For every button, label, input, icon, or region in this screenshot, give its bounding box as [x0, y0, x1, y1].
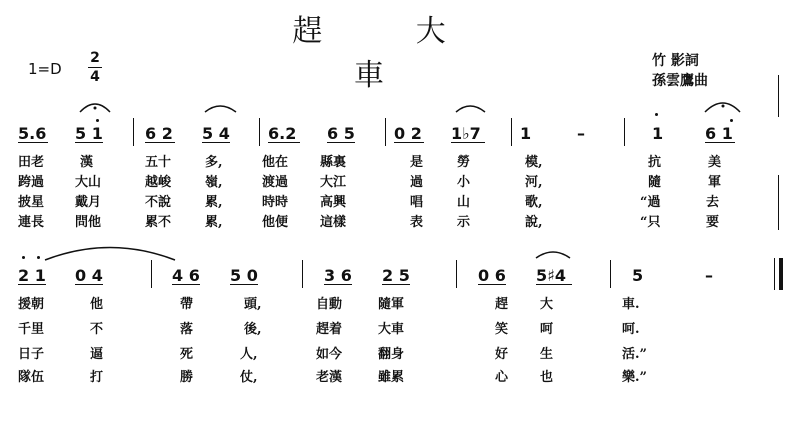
note-group: –	[705, 266, 713, 285]
lyric: 大江	[320, 175, 347, 190]
slur	[536, 252, 570, 258]
lyric: 人,	[240, 347, 258, 362]
song-title: 趕 大 車	[292, 14, 488, 93]
lyric: 披星	[18, 195, 45, 210]
lyric: 問他	[75, 215, 102, 230]
lyric: 呵	[540, 322, 554, 337]
lyric: 他	[90, 297, 104, 312]
lyric: 大車	[378, 322, 405, 337]
slur	[45, 248, 175, 261]
lyric: 樂.”	[622, 370, 648, 385]
note-group: 0 4	[75, 266, 103, 285]
lyric: 落	[180, 322, 194, 337]
lyric: 歌,	[525, 195, 543, 210]
lyric: 模,	[525, 155, 543, 170]
lyric: 趕着	[316, 322, 343, 337]
lyric: 隨	[648, 175, 662, 190]
lyric: 援朝	[18, 297, 45, 312]
lyric: 嶺,	[205, 175, 223, 190]
lyric: 累,	[205, 215, 223, 230]
note-group: 4 6	[172, 266, 200, 285]
note-group: 6.2	[268, 124, 297, 143]
note-group: 5 1	[75, 124, 103, 143]
note-group: 0 6	[478, 266, 506, 285]
note-group: 1	[520, 124, 532, 143]
lyric: 抗	[648, 155, 662, 170]
lyric: 表	[410, 215, 424, 230]
lyric: 跨過	[18, 175, 45, 190]
lyric: “過	[640, 195, 661, 210]
lyric: 呵.	[622, 322, 640, 337]
lyric: 過	[410, 175, 424, 190]
lyric: 時時	[262, 195, 289, 210]
fermata-dot	[94, 107, 97, 110]
lyric: 要	[706, 215, 720, 230]
lyric: 逼	[90, 347, 104, 362]
lyric: 田老	[18, 155, 45, 170]
lyric: 心	[495, 370, 509, 385]
lyric: 翻身	[378, 347, 405, 362]
note-group: 3 6	[324, 266, 352, 285]
lyric: 隊伍	[18, 370, 45, 385]
lyric: 累,	[205, 195, 223, 210]
lyric: 頭,	[244, 297, 262, 312]
lyric: 仗,	[240, 370, 258, 385]
lyric: 戴月	[75, 195, 102, 210]
note-group: 1	[652, 124, 664, 143]
lyric: 他便	[262, 215, 289, 230]
lyric: 老漢	[316, 370, 343, 385]
lyric: 五十	[145, 155, 172, 170]
note-group: 5.6	[18, 124, 47, 143]
lyric: 日子	[18, 347, 45, 362]
lyric: 這樣	[320, 215, 347, 230]
lyric: 笑	[495, 322, 509, 337]
lyric: 生	[540, 347, 554, 362]
lyric: 是	[410, 155, 424, 170]
slur	[456, 106, 485, 112]
note-group: 0 2	[394, 124, 422, 143]
lyric: 帶	[180, 297, 194, 312]
lyric: 不說	[145, 195, 172, 210]
lyric: 累不	[145, 215, 172, 230]
note-group: 5 4	[202, 124, 230, 143]
lyricist-credit: 竹 影詞	[652, 53, 699, 69]
lyric: 如今	[316, 347, 343, 362]
time-signature-top: 2	[90, 50, 100, 66]
note-group: 5	[632, 266, 644, 285]
lyric: 雖累	[378, 370, 405, 385]
lyric: 勝	[180, 370, 194, 385]
slur	[205, 106, 236, 112]
lyric: 連長	[18, 215, 45, 230]
note-group: 6 2	[145, 124, 173, 143]
lyric: 美	[708, 155, 722, 170]
note-group: 6 5	[327, 124, 355, 143]
lyric: 隨軍	[378, 297, 405, 312]
lyric: 他在	[262, 155, 289, 170]
lyric: “只	[640, 215, 661, 230]
lyric: 千里	[18, 322, 45, 337]
lyric: 山	[457, 195, 471, 210]
note-group: 5♯4	[536, 266, 567, 285]
lyric: 小	[457, 175, 471, 190]
note-group: 1♭7	[451, 124, 481, 143]
lyric: 趕	[495, 297, 509, 312]
lyric: 越峻	[145, 175, 172, 190]
lyric: 漢	[80, 155, 94, 170]
note-group: 2 5	[382, 266, 410, 285]
note-group: 5 0	[230, 266, 258, 285]
lyric: 車.	[622, 297, 640, 312]
composer-credit: 孫雲鷹曲	[652, 73, 708, 89]
lyric: 唱	[410, 195, 424, 210]
lyric: 後,	[244, 322, 262, 337]
lyric: 渡過	[262, 175, 289, 190]
lyric: 軍	[708, 175, 722, 190]
lyric: 去	[706, 195, 720, 210]
lyric: 大	[540, 297, 554, 312]
lyric: 縣裏	[320, 155, 347, 170]
note-group: 6 1	[705, 124, 733, 143]
lyric: 說,	[525, 215, 543, 230]
lyric: 示	[457, 215, 471, 230]
lyric: 好	[495, 347, 509, 362]
lyric: 勞	[457, 155, 471, 170]
lyric: 打	[90, 370, 104, 385]
lyric: 自動	[316, 297, 343, 312]
lyric: 高興	[320, 195, 347, 210]
fermata-dot	[722, 105, 725, 108]
time-signature-bottom: 4	[90, 69, 100, 85]
lyric: 不	[90, 322, 104, 337]
fermata-slur	[705, 103, 740, 112]
lyric: 河,	[525, 175, 543, 190]
lyric: 大山	[75, 175, 102, 190]
key-signature: 1=D	[28, 60, 62, 78]
lyric: 死	[180, 347, 194, 362]
note-group: 2 1	[18, 266, 46, 285]
lyric: 活.”	[622, 347, 648, 362]
note-group: –	[577, 124, 585, 143]
lyric: 也	[540, 370, 554, 385]
lyric: 多,	[205, 155, 223, 170]
